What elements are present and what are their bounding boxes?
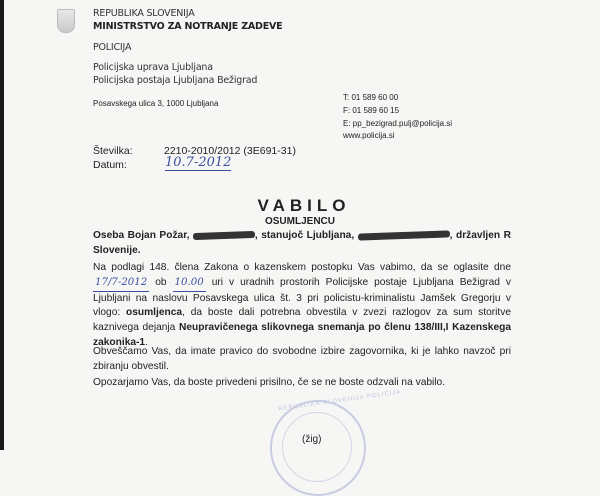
redacted-birthdate xyxy=(193,231,255,240)
republic-name: REPUBLIKA SLOVENIJA xyxy=(93,8,195,19)
stamp-label: (žig) xyxy=(302,434,322,445)
stamp-text: REPUBLIKA SLOVENIJA POLICIJA xyxy=(278,389,402,413)
summons-role: osumljenca xyxy=(126,307,183,319)
ministry-name: MINISTRSTVO ZA NOTRANJE ZADEVE xyxy=(93,21,283,32)
summons-date-handwritten: 17/7-2012 xyxy=(93,276,149,292)
person-paragraph xyxy=(93,229,511,259)
redacted-address xyxy=(358,230,450,240)
coat-of-arms-logo xyxy=(57,9,75,33)
document-title: VABILO xyxy=(257,196,351,215)
directorate-name: Policijska uprava Ljubljana xyxy=(93,62,213,73)
email: E: pp_bezigrad.pulj@policija.si xyxy=(343,119,453,128)
station-name: Policijska postaja Ljubljana Bežigrad xyxy=(93,75,258,86)
summons-end: . xyxy=(145,336,148,348)
rights-paragraph: Obveščamo Vas, da imate pravico do svobodne izbire zagovornika, ki je lahko navzoč pri zbiranju obvestil. xyxy=(93,346,511,372)
residence-text: , stanujoč Ljubljana, xyxy=(254,230,358,241)
police-name: POLICIJA xyxy=(93,42,132,53)
date-value-handwritten: 10.7-2012 xyxy=(165,155,232,170)
station-address: Posavskega ulica 3, 1000 Ljubljana xyxy=(93,99,219,108)
fax: F: 01 589 60 15 xyxy=(343,106,400,115)
number-label: Številka: xyxy=(93,145,133,157)
document-subtitle: OSUMLJENCU xyxy=(264,216,335,227)
summons-paragraph xyxy=(93,261,511,351)
summons-offence: Neupravičenega slikovnega snemanja po členu 138/III,I Kazenskega zakonika-1 xyxy=(93,322,511,348)
summons-reason: , da boste dali potrebna obvestila v zvezi razlogov za sum storitve kaznivega dejanja xyxy=(93,307,512,334)
website: www.policija.si xyxy=(343,131,395,140)
phone: T: 01 589 60 00 xyxy=(343,93,399,102)
person-name: Oseba Bojan Požar, xyxy=(93,230,193,241)
warning-paragraph: Opozarjamo Vas, da boste privedeni prisilno, če se ne boste odzvali na vabilo. xyxy=(93,377,446,388)
official-stamp-inner xyxy=(282,412,352,482)
summons-text: ob xyxy=(149,276,173,288)
summons-intro: Na podlagi 148. člena Zakona o kazenskem postopku Vas vabimo, da se oglasite dne xyxy=(93,262,511,273)
summons-location: uri v uradnih prostorih Policijske postaje Ljubljana Bežigrad v Ljubljani na naslovu Posavskega ulica št. 3 pri policistu-kriminalistu Jamšek Gregorju v vlogo: xyxy=(93,276,511,319)
citizenship-text: , državljen R Slovenije. xyxy=(93,230,511,256)
date-label: Datum: xyxy=(93,159,127,171)
number-value: 2210-2010/2012 (3E691-31) xyxy=(164,145,296,157)
summons-time-handwritten: 10.00 xyxy=(173,276,206,292)
